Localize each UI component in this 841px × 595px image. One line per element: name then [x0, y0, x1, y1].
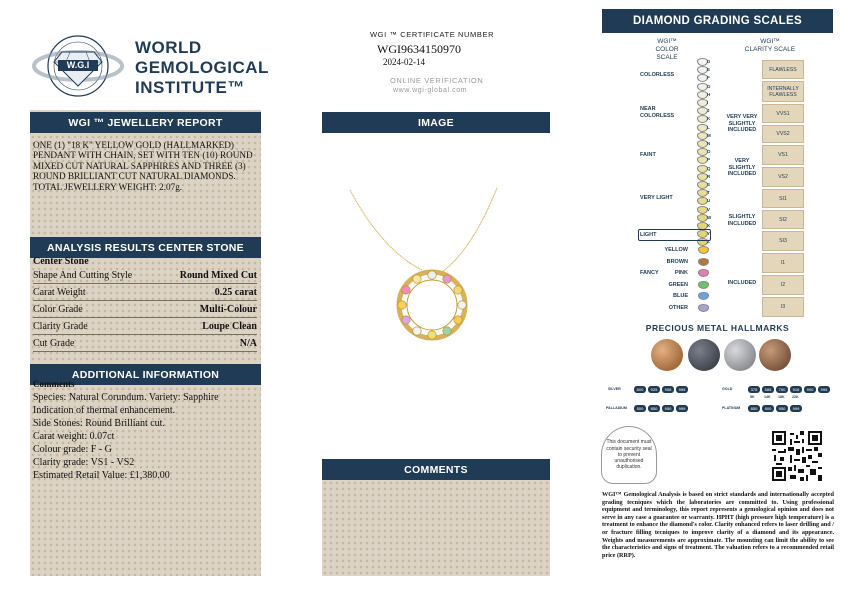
jewellery-description: ONE (1) "18 K" YELLOW GOLD (HALLMARKED) PENDANT WITH CHAIN, SET WITH TEN (10) ROUND MIXED CUT NATURAL SAPPHIRES AND THREE (3) ROUND BRILLIANT CUT NATURAL DIAMONDS. TOTAL JEWELLERY WEIGHT: 2.07g.	[33, 140, 253, 192]
analysis-row	[33, 335, 257, 351]
color-grade-letter: S	[707, 182, 711, 187]
clarity-grade-cell: I1	[762, 253, 804, 273]
pendant-necklace-image	[322, 140, 550, 370]
clarity-group-label: VERY SLIGHTLY INCLUDED	[727, 158, 757, 177]
additional-info-line: Indication of thermal enhancement.	[33, 405, 176, 416]
analysis-row	[33, 267, 257, 283]
silver-hallmark-coin	[724, 339, 756, 371]
platinum-hallmark: 999	[790, 405, 802, 412]
clarity-group-label: INCLUDED	[727, 280, 757, 286]
color-scale-title-1: WGI™	[657, 38, 677, 45]
palladium-hallmark: 950	[662, 405, 674, 412]
color-grade-letter: N	[707, 141, 711, 146]
logo-line-2: GEMOLOGICAL	[135, 58, 269, 77]
color-grade-letter: F	[707, 75, 710, 81]
clarity-group-label: VERY VERY SLIGHTLY INCLUDED	[726, 114, 758, 133]
color-grade-letter: H	[707, 91, 711, 97]
color-grade-letter: X	[707, 223, 711, 228]
fancy-color-gem	[698, 258, 709, 266]
additional-info-line: Species: Natural Corundum. Variety: Sapphire	[33, 392, 219, 403]
palladium-hallmark: 500	[634, 405, 646, 412]
gold-hallmark: 999	[818, 386, 830, 393]
analysis-row-value: 0.25 carat	[214, 286, 257, 298]
color-grade-letter: G	[707, 83, 711, 89]
fancy-color-label: OTHER	[668, 304, 688, 311]
analysis-row-value: Loupe Clean	[202, 320, 257, 332]
dark-hallmark-coin	[688, 339, 720, 371]
additional-info-line: Colour grade: F - G	[33, 444, 112, 455]
gold-karat-label: 18K	[778, 395, 785, 399]
color-group-label: NEAR COLORLESS	[640, 106, 675, 119]
additional-information-list	[33, 391, 257, 482]
clarity-grade-cell: SI2	[762, 210, 804, 229]
verification-url[interactable]: www.wgi-global.com	[393, 87, 468, 94]
fancy-color-label: BROWN	[666, 258, 688, 265]
disclaimer-brand: WGI™	[602, 491, 622, 498]
color-grade-letter: P	[707, 157, 711, 163]
clarity-grade-cell: VS1	[762, 145, 804, 165]
color-grade-letter: T	[707, 190, 710, 196]
clarity-grade-cell: FLAWLESS	[762, 60, 804, 79]
analysis-results-header: ANALYSIS RESULTS CENTER STONE	[30, 237, 261, 258]
clarity-grade-cell: I3	[762, 297, 804, 317]
analysis-row	[33, 301, 257, 317]
wgi-logo	[28, 30, 269, 102]
image-header: IMAGE	[322, 112, 550, 133]
clarity-scale-title-2: CLARITY SCALE	[744, 46, 796, 53]
jewellery-report-header: WGI ™ JEWELLERY REPORT	[30, 112, 261, 133]
gold-karat-label: 14K	[764, 395, 771, 399]
color-group-label: LIGHT	[640, 232, 657, 238]
silver-hallmark: 958	[662, 386, 674, 393]
center-stone-subheader: Center Stone	[33, 256, 89, 267]
platinum-label: PLATINUM	[722, 406, 741, 410]
gold-hallmark: 375	[748, 386, 760, 393]
analysis-row-label: Cut Grade	[33, 337, 75, 349]
color-grade-letter: D	[707, 59, 711, 64]
color-scale-title	[645, 38, 689, 62]
comments-subheader: Comments	[33, 379, 75, 389]
analysis-row-label: Color Grade	[33, 303, 83, 315]
analysis-row	[33, 318, 257, 334]
analysis-row-value: Multi-Colour	[199, 303, 257, 315]
additional-info-line: Clarity grade: VS1 - VS2	[33, 457, 135, 468]
clarity-grade-cell: I2	[762, 275, 804, 295]
analysis-row-label: Carat Weight	[33, 286, 86, 298]
color-grade-letter: E	[707, 67, 711, 73]
color-grade-letter: Y	[707, 231, 711, 237]
color-group-label: VERY LIGHT	[640, 195, 673, 201]
color-grade-letter: M	[707, 132, 711, 138]
analysis-row-label: Clarity Grade	[33, 320, 88, 332]
fancy-color-gem	[698, 269, 709, 277]
additional-information-header: ADDITIONAL INFORMATION	[30, 364, 261, 385]
silver-hallmark: 925	[648, 386, 660, 393]
light-highlight	[638, 229, 711, 241]
clarity-group-label: SLIGHTLY INCLUDED	[727, 214, 757, 227]
fancy-color-gem	[698, 292, 709, 300]
diamond-grading-scales-header: DIAMOND GRADING SCALES	[602, 9, 833, 33]
gold-hallmark: 750	[776, 386, 788, 393]
comments-panel	[322, 480, 550, 576]
color-grade-letter: L	[707, 124, 710, 130]
clarity-grade-cell: VVS1	[762, 104, 804, 123]
clarity-scale-title	[730, 38, 810, 54]
color-grade-letter: I	[707, 100, 709, 105]
color-grade-letter: Q	[707, 165, 711, 171]
silver-label: SILVER	[608, 387, 621, 391]
gold-karat-label: 22K	[792, 395, 799, 399]
fancy-color-label: GREEN	[668, 281, 688, 288]
clarity-grade-cell: VS2	[762, 167, 804, 187]
disclaimer-body: Gemological Analysis is based on strict standards and internationally accepted grading tecniques which the laboratories are committed to. Using professional equipment and terminology, this report represents a gemological opinion and does not serve in any case a guarantee or warranty. HPHT (high pressure high temperature) is a treatment to enhance the diamond's color. Clarity enhanced refers to laser drilling and / or fracture filling tecniques to improve clarity of a diamond and its appearance. Weights and measurements are approximate. The mounting can limit the ability to see the characteristics and signs of treatment. The valuation refers to a recommended retail price (RRP).	[602, 491, 834, 559]
disclaimer-text	[602, 491, 834, 559]
gold-label: GOLD	[722, 387, 733, 391]
color-grade-letter: J	[707, 108, 710, 114]
logo-line-1: WORLD	[135, 38, 202, 57]
logo-line-3: INSTITUTE™	[135, 78, 245, 97]
silver-hallmark: 800	[634, 386, 646, 393]
fancy-color-gem	[698, 246, 709, 254]
clarity-grade-cell: SI1	[762, 189, 804, 208]
gold-hallmark: 585	[762, 386, 774, 393]
certificate-date: 2024-02-14	[383, 57, 425, 67]
color-grade-letter: U	[707, 198, 711, 204]
wgi-wordmark	[135, 38, 269, 98]
hallmarks-header: PRECIOUS METAL HALLMARKS	[645, 323, 790, 333]
color-group-label: FAINT	[640, 152, 656, 158]
fancy-color-label: PINK	[674, 270, 688, 276]
analysis-row-value: N/A	[239, 337, 257, 349]
clarity-grade-cell: VVS2	[762, 125, 804, 143]
color-grade-letter: V	[707, 206, 711, 212]
comments-header: COMMENTS	[322, 459, 550, 480]
gold-hallmark: 990	[804, 386, 816, 393]
analysis-row-label: Shape And Cutting Style	[33, 269, 133, 281]
platinum-hallmark: 950	[776, 405, 788, 412]
gold-hallmark: 916	[790, 386, 802, 393]
gold-hallmark-coin	[651, 339, 683, 371]
color-grade-letter: Z	[707, 239, 710, 245]
certificate-number-label: WGI ™ CERTIFICATE NUMBER	[370, 30, 495, 39]
additional-info-line: Carat weight: 0.07ct	[33, 431, 115, 442]
color-scale-title-2: COLOR SCALE	[655, 46, 679, 61]
color-group-label: FANCY	[640, 270, 659, 276]
clarity-grade-cell: INTERNALLY FLAWLESS	[762, 81, 804, 102]
fancy-color-label: YELLOW	[664, 247, 688, 253]
color-group-label: COLORLESS	[640, 72, 675, 78]
analysis-row-value: Round Mixed Cut	[179, 269, 257, 281]
analysis-row-divider	[33, 351, 257, 352]
clarity-scale-title-1: WGI™	[760, 38, 780, 45]
gold-karat-label: 9K	[750, 395, 755, 399]
security-seal	[601, 426, 657, 484]
color-grade-letter: W	[707, 214, 712, 220]
platinum-hallmark: 850	[748, 405, 760, 412]
additional-info-line: Side Stones: Round Brilliant cut.	[33, 418, 165, 429]
fancy-color-gem	[698, 304, 709, 312]
palladium-label: PALLADIUM	[606, 406, 627, 410]
clarity-grade-cell: SI3	[762, 231, 804, 251]
bronze-hallmark-coin	[759, 339, 791, 371]
analysis-row	[33, 284, 257, 300]
palladium-hallmark: 999	[676, 405, 688, 412]
fancy-color-gem	[698, 281, 709, 289]
color-grade-letter: O	[707, 149, 711, 155]
qr-code[interactable]	[772, 431, 822, 481]
fancy-color-label: BLUE	[673, 293, 688, 299]
silver-hallmark: 999	[676, 386, 688, 393]
security-seal-text: This document must contain security seal to prevent unauthorised duplication.	[606, 439, 652, 471]
color-grade-letter: K	[707, 116, 711, 122]
certificate-number: WGI9634150970	[377, 42, 461, 56]
additional-info-line: Estimated Retail Value: £1,380.00	[33, 470, 170, 481]
wgi-emblem-text: W.G.I	[66, 60, 90, 70]
online-verification-label: ONLINE VERIFICATION	[390, 76, 484, 85]
palladium-hallmark: 850	[648, 405, 660, 412]
platinum-hallmark: 900	[762, 405, 774, 412]
color-grade-letter: R	[707, 173, 711, 179]
